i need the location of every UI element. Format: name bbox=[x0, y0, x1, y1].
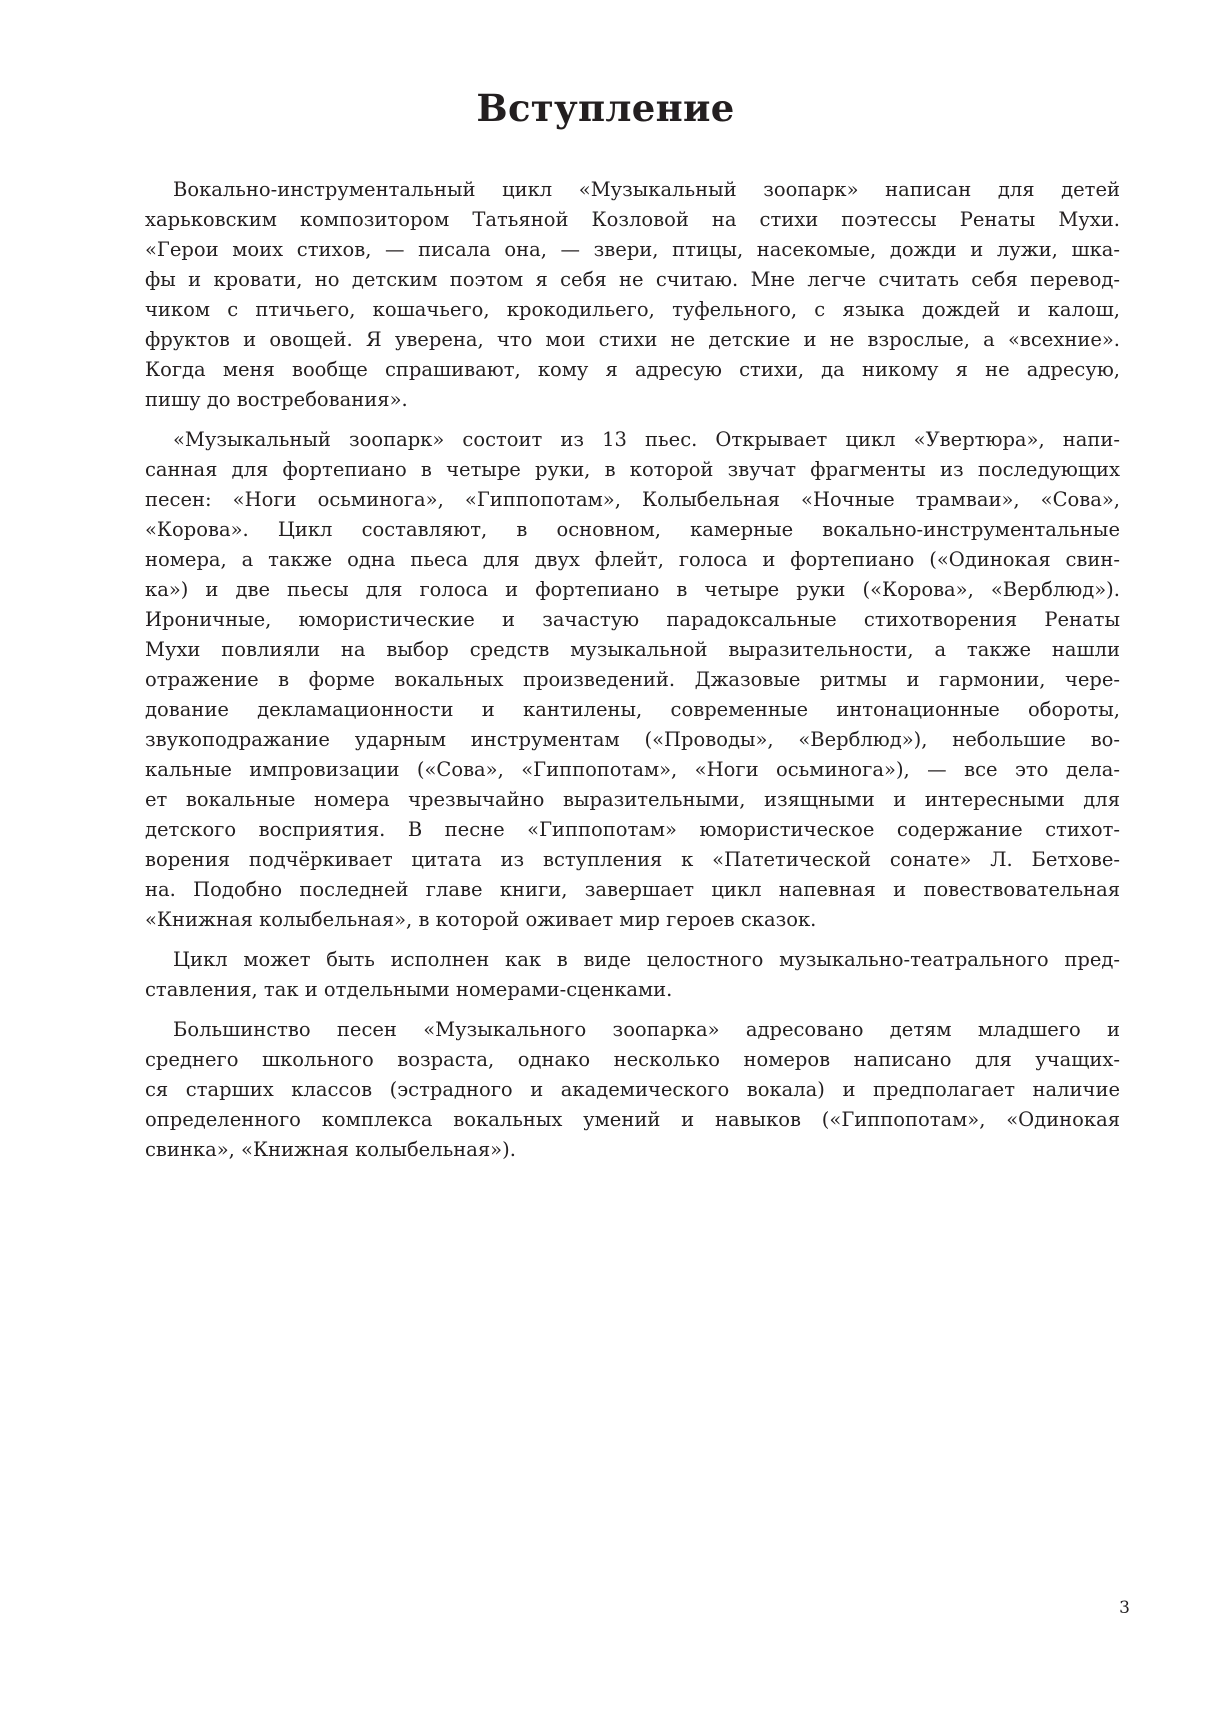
text-line: кальные импровизации («Сова», «Гиппопотам», «Ноги осьминога»), — все это дела- bbox=[145, 758, 1120, 781]
text-line: «Музыкальный зоопарк» состоит из 13 пьес. Открывает цикл «Увертюра», напи- bbox=[173, 428, 1120, 451]
page-title: Вступление bbox=[476, 86, 735, 130]
text-line: дование декламационности и кантилены, современные интонационные обороты, bbox=[145, 698, 1120, 721]
text-line: Ироничные, юмористические и зачастую парадоксальные стихотворения Ренаты bbox=[145, 608, 1120, 631]
text-line: «Герои моих стихов, — писала она, — звери, птицы, насекомые, дожди и лужи, шка- bbox=[145, 238, 1120, 261]
text-line: «Книжная колыбельная», в которой оживает мир героев сказок. bbox=[145, 908, 817, 931]
text-line: харьковским композитором Татьяной Козловой на стихи поэтессы Ренаты Мухи. bbox=[145, 208, 1120, 231]
text-line: Мухи повлияли на выбор средств музыкальной выразительности, а также нашли bbox=[145, 638, 1120, 661]
text-line: «Корова». Цикл составляют, в основном, камерные вокально-инструментальные bbox=[145, 518, 1120, 541]
text-line: ся старших классов (эстрадного и академического вокала) и предполагает наличие bbox=[145, 1078, 1120, 1101]
text-line: на. Подобно последней главе книги, завершает цикл напевная и повествовательная bbox=[145, 878, 1120, 901]
text-line: Большинство песен «Музыкального зоопарка» адресовано детям младшего и bbox=[173, 1018, 1120, 1041]
text-line: Цикл может быть исполнен как в виде целостного музыкально-театрального пред- bbox=[173, 948, 1120, 971]
paragraph-2 bbox=[145, 425, 1120, 935]
text-line: номера, а также одна пьеса для двух флейт, голоса и фортепиано («Одинокая свин- bbox=[145, 548, 1120, 571]
text-line: фы и кровати, но детским поэтом я себя не считаю. Мне легче считать себя перевод- bbox=[145, 268, 1120, 291]
text-line: ка») и две пьесы для голоса и фортепиано в четыре руки («Корова», «Верблюд»). bbox=[145, 578, 1120, 601]
text-line: чиком с птичьего, кошачьего, крокодильего, туфельного, с языка дождей и калош, bbox=[145, 298, 1120, 321]
text-line: Вокально-инструментальный цикл «Музыкальный зоопарк» написан для детей bbox=[173, 178, 1120, 201]
text-line: среднего школьного возраста, однако несколько номеров написано для учащих- bbox=[145, 1048, 1120, 1071]
text-line: санная для фортепиано в четыре руки, в которой звучат фрагменты из последующих bbox=[145, 458, 1120, 481]
text-line: фруктов и овощей. Я уверена, что мои стихи не детские и не взрослые, а «всехние». bbox=[145, 328, 1120, 351]
text-line: отражение в форме вокальных произведений. Джазовые ритмы и гармонии, чере- bbox=[145, 668, 1120, 691]
text-line: пишу до востребования». bbox=[145, 388, 408, 411]
text-line: Когда меня вообще спрашивают, кому я адресую стихи, да никому я не адресую, bbox=[145, 358, 1120, 381]
text-line: детского восприятия. В песне «Гиппопотам» юмористическое содержание стихот- bbox=[145, 818, 1120, 841]
text-line: песен: «Ноги осьминога», «Гиппопотам», Колыбельная «Ночные трамваи», «Сова», bbox=[145, 488, 1120, 511]
body-text bbox=[145, 175, 1120, 1165]
paragraph-1 bbox=[145, 175, 1120, 415]
paragraph-4 bbox=[145, 1015, 1120, 1165]
text-line: определенного комплекса вокальных умений и навыков («Гиппопотам», «Одинокая bbox=[145, 1108, 1120, 1131]
paragraph-3 bbox=[145, 945, 1120, 1005]
text-line: ставления, так и отдельными номерами-сценками. bbox=[145, 978, 673, 1001]
text-line: ет вокальные номера чрезвычайно выразительными, изящными и интересными для bbox=[145, 788, 1120, 811]
text-line: ворения подчёркивает цитата из вступления к «Патетической сонате» Л. Бетхове- bbox=[145, 848, 1120, 871]
text-line: свинка», «Книжная колыбельная»). bbox=[145, 1138, 516, 1161]
page-number: 3 bbox=[1119, 1598, 1130, 1618]
text-line: звукоподражание ударным инструментам («Проводы», «Верблюд»), небольшие во- bbox=[145, 728, 1120, 751]
